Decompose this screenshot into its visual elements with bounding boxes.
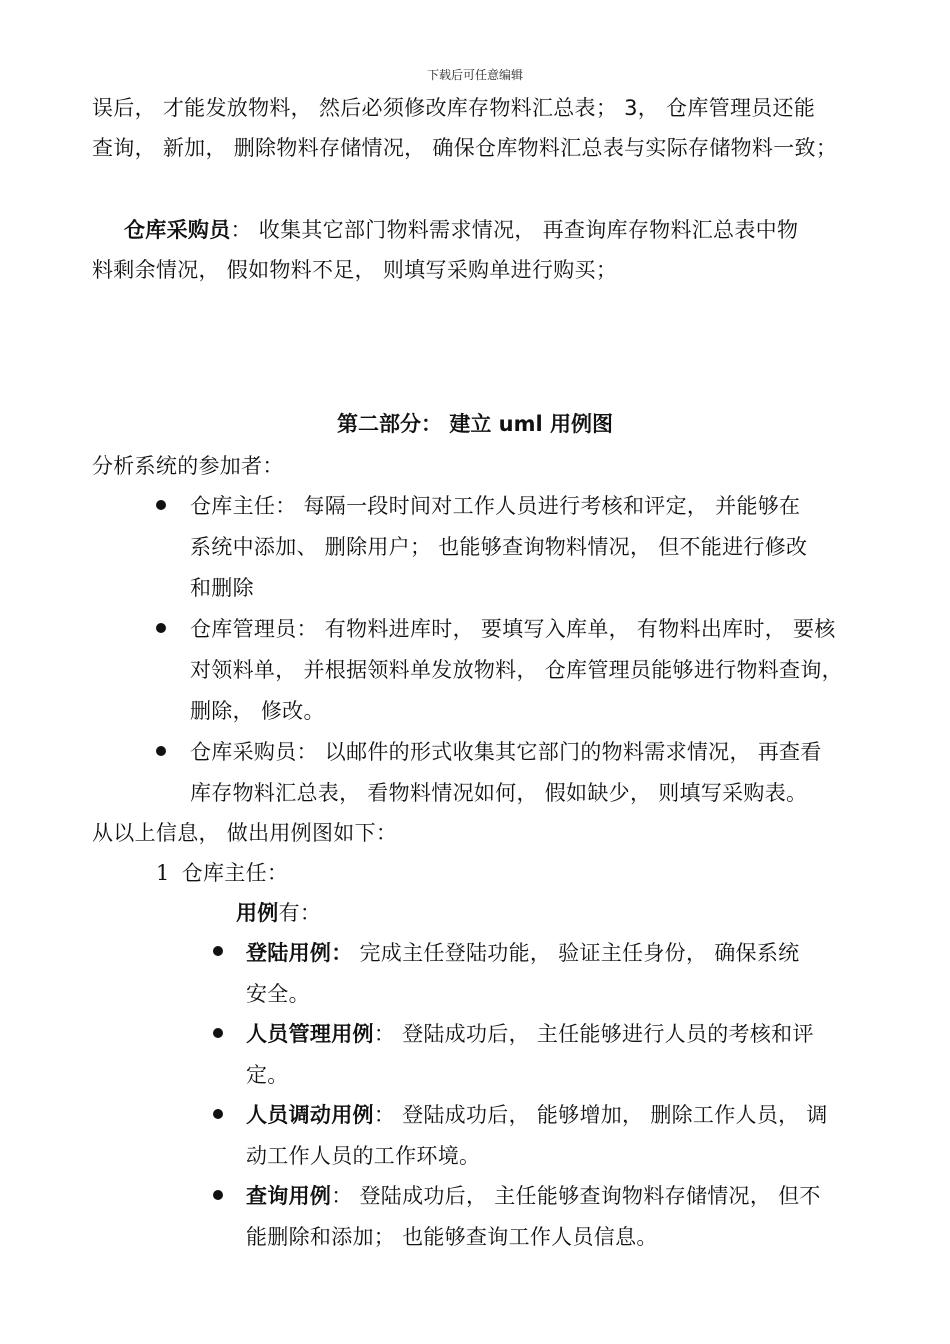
usecase-desc: 完成主任登陆功能， 验证主任身份， 确保系统 — [352, 941, 800, 965]
usecase-name: 查询用例 — [246, 1184, 332, 1208]
usecase-heading-bold: 用例 — [236, 901, 279, 925]
purchaser-paragraph-line-1 — [124, 214, 798, 244]
actor-line: 仓库管理员： 有物料进库时， 要填写入库单， 有物料出库时， 要核 — [190, 617, 836, 641]
actor-line: 对领料单， 并根据领料单发放物料， 仓库管理员能够进行物料查询， — [190, 658, 843, 682]
section-title: 第二部分： 建立 uml 用例图 — [337, 412, 613, 436]
actor-line: 删除， 修改。 — [190, 699, 325, 723]
usecase-line-2: 能删除和添加； 也能够查询工作人员信息。 — [246, 1225, 658, 1249]
usecase-name: 人员管理用例 — [246, 1022, 374, 1046]
bullet-icon — [156, 746, 166, 756]
usecase-line-2: 动工作人员的工作环境。 — [246, 1144, 481, 1168]
usecase-line — [246, 1180, 821, 1210]
usecase-desc: ： 登陆成功后， 主任能够查询物料存储情况， 但不 — [331, 1184, 821, 1208]
actors-intro: 分析系统的参加者： — [92, 454, 284, 478]
bullet-icon — [213, 946, 223, 956]
usecase-desc: ： 登陆成功后， 能够增加， 删除工作人员， 调 — [373, 1103, 828, 1127]
actor-line: 仓库采购员： 以邮件的形式收集其它部门的物料需求情况， 再查看 — [190, 740, 822, 764]
conclusion-line: 从以上信息， 做出用例图如下： — [92, 821, 398, 845]
bullet-icon — [213, 1190, 223, 1200]
intro-line-1: 误后， 才能发放物料， 然后必须修改库存物料汇总表； 3， 仓库管理员还能 — [92, 96, 816, 120]
bullet-icon — [213, 1109, 223, 1119]
usecase-line-2: 定。 — [246, 1063, 289, 1087]
actor-line: 和删除 — [190, 576, 254, 600]
bullet-icon — [156, 500, 166, 510]
usecase-desc: ： 登陆成功后， 主任能够进行人员的考核和评 — [373, 1022, 814, 1046]
purchaser-line-1-text: ： 收集其它部门物料需求情况， 再查询库存物料汇总表中物 — [230, 218, 799, 242]
subsection-number: 1 — [156, 861, 170, 885]
usecase-line — [246, 1099, 828, 1129]
usecase-line — [246, 1018, 814, 1048]
usecase-heading-rest: 有： — [278, 901, 322, 925]
usecase-line-2: 安全。 — [246, 982, 310, 1006]
bullet-icon — [156, 623, 166, 633]
bullet-icon — [213, 1028, 223, 1038]
subsection-heading — [156, 857, 288, 887]
usecase-name: 人员调动用例 — [246, 1103, 374, 1127]
actor-line: 仓库主任： 每隔一段时间对工作人员进行考核和评定， 并能够在 — [190, 494, 801, 518]
page-header-note: 下载后可任意编辑 — [426, 68, 523, 82]
usecase-line — [246, 937, 799, 967]
actor-line: 库存物料汇总表， 看物料情况如何， 假如缺少， 则填写采购表。 — [190, 781, 808, 805]
usecase-heading — [236, 897, 321, 927]
purchaser-term: 仓库采购员 — [124, 218, 231, 242]
subsection-label: 仓库主任： — [181, 861, 289, 885]
intro-line-2: 查询， 新加， 删除物料存储情况， 确保仓库物料汇总表与实际存储物料一致； — [92, 136, 838, 160]
actor-line: 系统中添加、 删除用户； 也能够查询物料情况， 但不能进行修改 — [190, 535, 808, 559]
usecase-name: 登陆用例： — [246, 941, 353, 965]
purchaser-paragraph-line-2: 料剩余情况， 假如物料不足， 则填写采购单进行购买； — [92, 258, 618, 282]
